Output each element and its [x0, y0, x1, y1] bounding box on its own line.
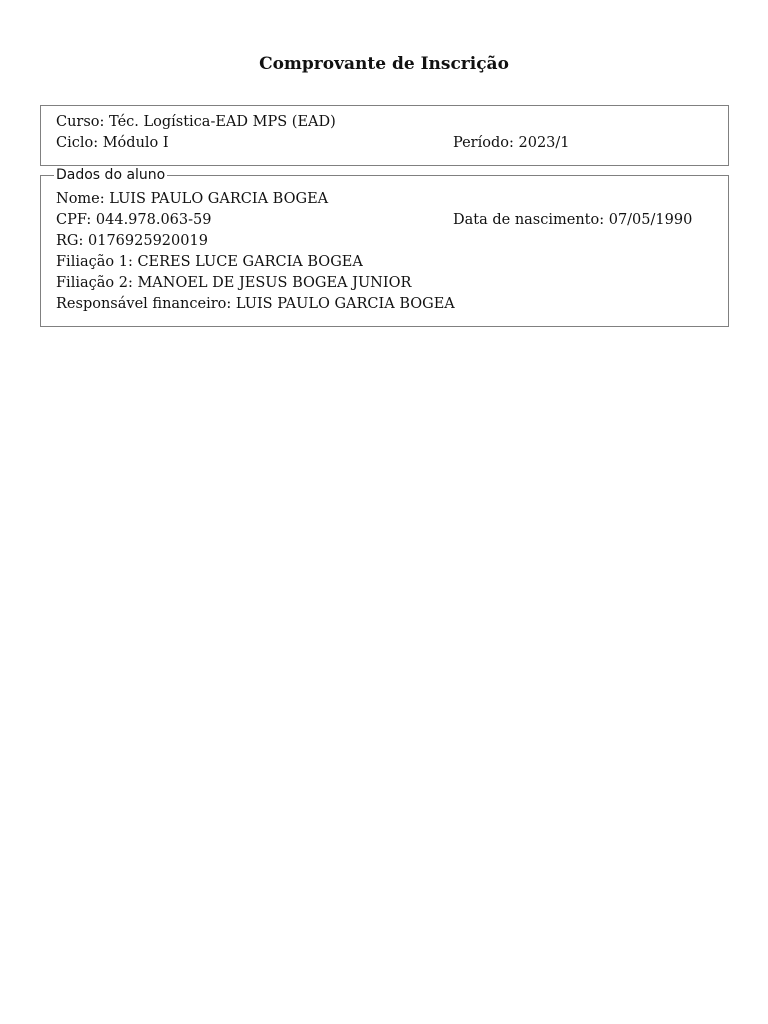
financial-responsible: Responsável financeiro: LUIS PAULO GARCIA BOGEA: [56, 296, 455, 312]
student-cpf: CPF: 044.978.063-59: [56, 212, 212, 228]
period: Período: 2023/1: [453, 135, 570, 151]
student-data-box: [40, 167, 729, 327]
course-name: Curso: Téc. Logística-EAD MPS (EAD): [56, 114, 336, 130]
student-birth-date: Data de nascimento: 07/05/1990: [453, 212, 693, 228]
page-title: Comprovante de Inscrição: [259, 54, 509, 74]
student-parent-2: Filiação 2: MANOEL DE JESUS BOGEA JUNIOR: [56, 275, 412, 291]
course-info-box: [40, 105, 729, 166]
cycle: Ciclo: Módulo I: [56, 135, 169, 151]
student-rg: RG: 0176925920019: [56, 233, 208, 249]
student-data-legend: Dados do aluno: [56, 167, 166, 183]
student-name: Nome: LUIS PAULO GARCIA BOGEA: [56, 191, 329, 207]
student-parent-1: Filiação 1: CERES LUCE GARCIA BOGEA: [56, 254, 363, 270]
